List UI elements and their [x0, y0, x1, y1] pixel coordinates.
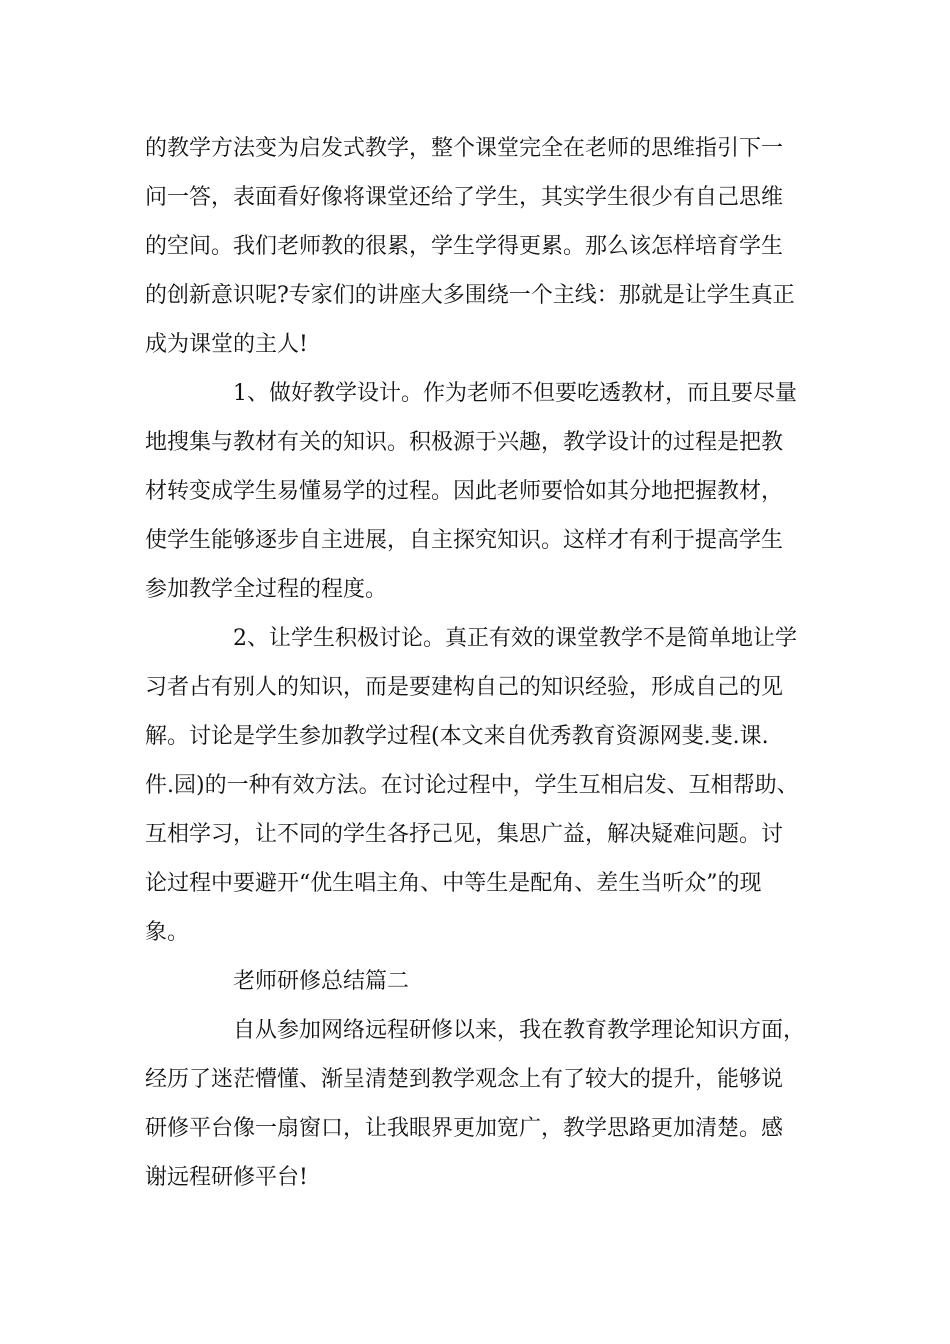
text-line: 材转变成学生易懂易学的过程。因此老师要恰如其分地把握教材， — [145, 479, 784, 504]
section-heading: 老师研修总结篇二 — [233, 969, 410, 994]
document-body — [145, 124, 825, 1202]
text-line: 习者占有别人的知识，而是要建构自己的知识经验，形成自己的见 — [145, 675, 784, 700]
text-line: 互相学习，让不同的学生各抒己见，集思广益，解决疑难问题。讨 — [145, 822, 784, 847]
paragraph-start-line: 1、做好教学设计。作为老师不但要吃透教材，而且要尽量 — [233, 381, 797, 406]
paragraph-start-line: 自从参加网络远程研修以来，我在教育教学理论知识方面， — [233, 1018, 806, 1043]
text-line: 论过程中要避开“优生唱主角、中等生是配角、差生当听众”的现 — [145, 871, 762, 896]
text-line: 问一答，表面看好像将课堂还给了学生，其实学生很少有自己思维 — [145, 185, 784, 210]
paragraph-start-line: 2、让学生积极讨论。真正有效的课堂教学不是简单地让学 — [233, 626, 797, 651]
text-line: 参加教学全过程的程度。 — [145, 577, 388, 602]
text-line: 经历了迷茫懵懂、渐呈清楚到教学观念上有了较大的提升，能够说 — [145, 1067, 784, 1092]
text-line: 的创新意识呢?专家们的讲座大多围绕一个主线：那就是让学生真正 — [145, 283, 795, 308]
text-line: 解。讨论是学生参加教学过程(本文来自优秀教育资源网斐.斐.课. — [145, 724, 769, 749]
text-line: 研修平台像一扇窗口，让我眼界更加宽广，教学思路更加清楚。感 — [145, 1116, 784, 1141]
text-line: 使学生能够逐步自主进展，自主探究知识。这样才有利于提高学生 — [145, 528, 784, 553]
text-line: 谢远程研修平台! — [145, 1165, 308, 1190]
text-line: 件.园)的一种有效方法。在讨论过程中，学生互相启发、互相帮助、 — [145, 773, 799, 798]
text-line: 象。 — [145, 920, 190, 945]
text-line: 的空间。我们老师教的很累，学生学得更累。那么该怎样培育学生 — [145, 234, 784, 259]
text-line: 地搜集与教材有关的知识。积极源于兴趣，教学设计的过程是把教 — [145, 430, 784, 455]
text-line: 的教学方法变为启发式教学，整个课堂完全在老师的思维指引下一 — [145, 136, 784, 161]
text-line: 成为课堂的主人! — [145, 332, 308, 357]
